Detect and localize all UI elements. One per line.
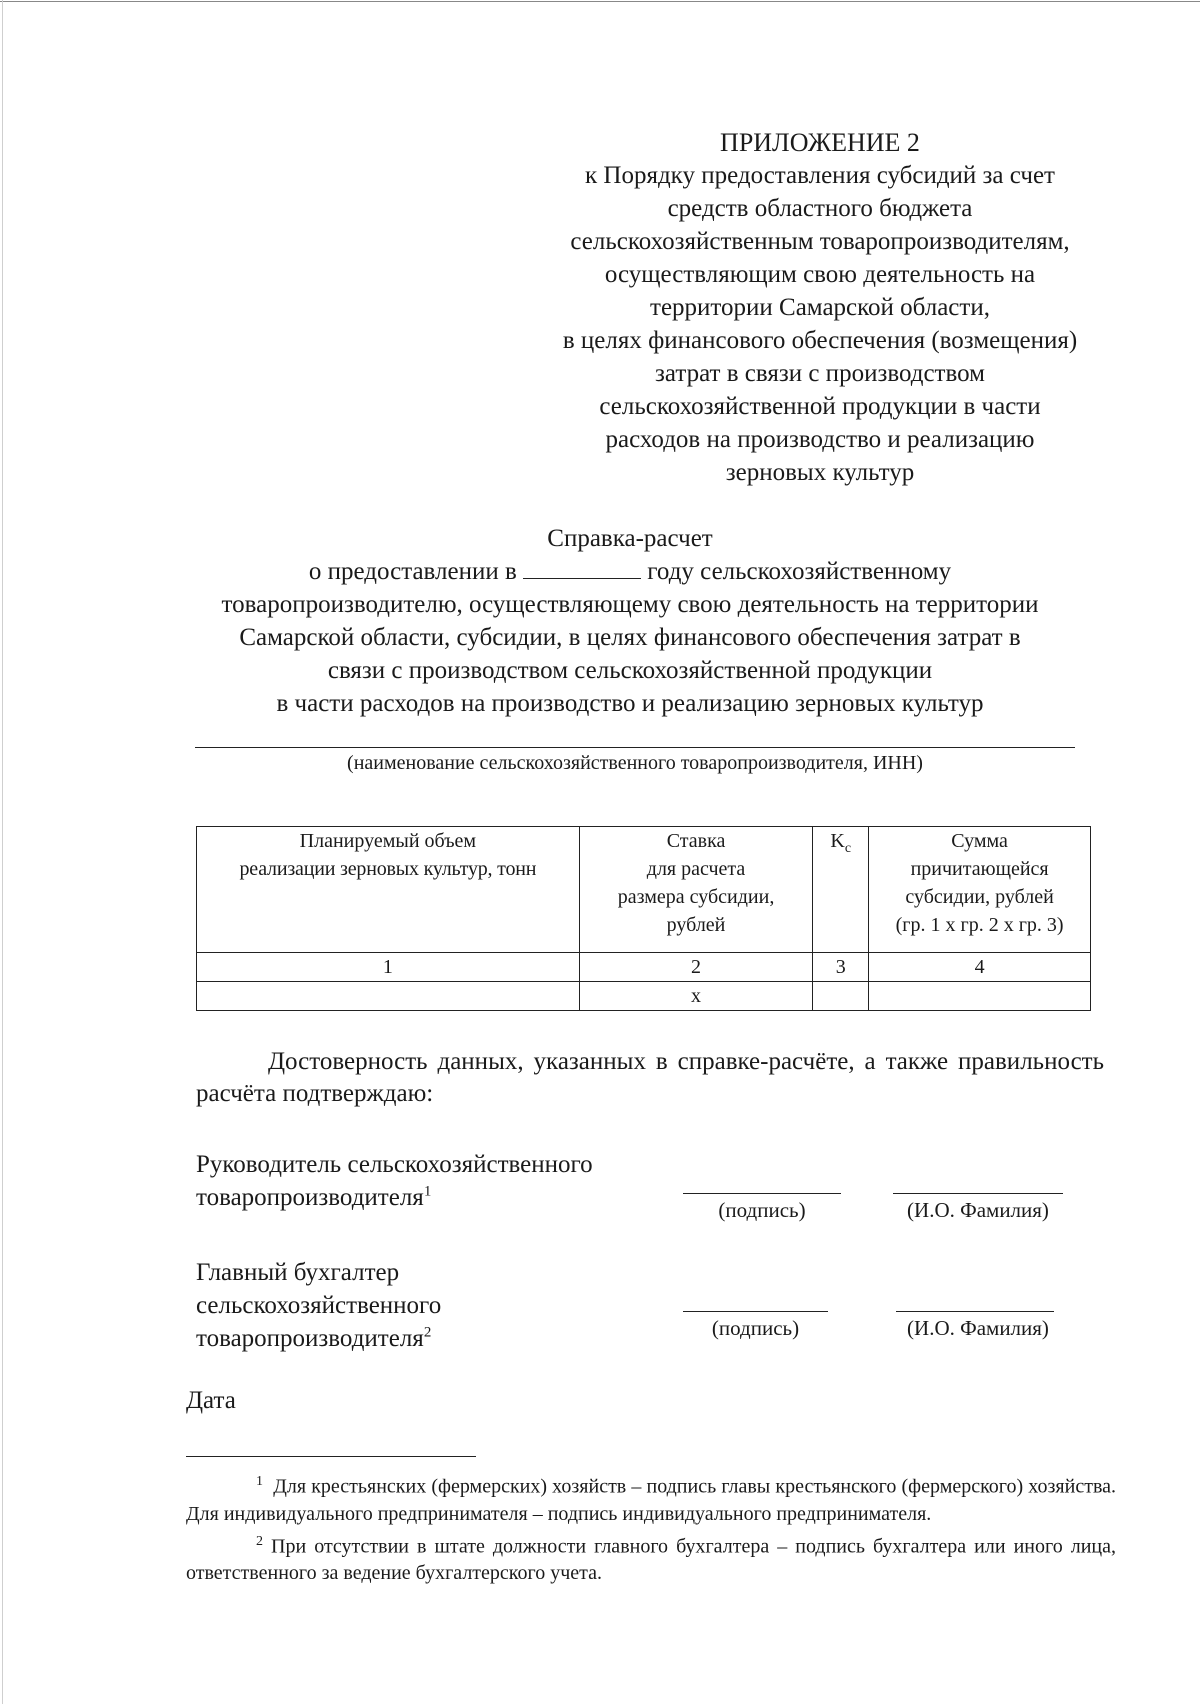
footnote-number: 1 [256,1474,263,1489]
header-coefficient: $K_c$ [813,827,869,953]
rate-value-cell: x [579,982,813,1011]
accountant-name-field[interactable] [896,1311,1054,1312]
header-rate: Ставка для расчета размера субсидии, рублей [579,827,813,953]
head-role-label: Руководитель сельскохозяйственного товаропроизводителя$^1$ [196,1151,593,1211]
amount-value-cell[interactable] [869,982,1091,1011]
form-title-line: Самарской области, субсидии, в целях финансового обеспечения затрат в [239,624,1021,651]
form-title-line: связи с производством сельскохозяйственной продукции [327,657,933,684]
form-title-block [150,522,1110,720]
footnote-divider [186,1456,476,1457]
confirmation-text: Достоверность данных, указанных в справке-расчёте, а также правильность расчёта подтверждаю: [196,1048,1104,1107]
volume-value-cell[interactable] [197,982,580,1011]
appendix-line: к Порядку предоставления субсидий за счет [585,162,1055,189]
table-row [197,982,1091,1011]
appendix-line: в целях финансового обеспечения (возмещения) [562,327,1078,354]
accountant-name-caption: (И.О. Фамилия) [907,1316,1049,1340]
head-name-field[interactable] [893,1193,1063,1194]
form-line-start: о предоставлении в [308,558,517,585]
table-number-row [197,953,1091,982]
appendix-heading [520,126,1120,489]
appendix-line: затрат в связи с производством [655,360,985,387]
accountant-signature-caption: (подпись) [711,1316,800,1340]
footnote-number: 2 [256,1533,263,1549]
footnote-mark: 1 [423,1183,432,1200]
producer-name-field[interactable] [195,747,1075,748]
header-amount: Сумма причитающейся субсидии, рублей (гр. 1 х гр. 2 х гр. 3) [869,827,1091,953]
footnote: $^1$ Для крестьянских (фермерских) хозяйств – подпись главы крестьянского (фермерского) хозяйства. Для индивидуального предпринимателя – подпись индивидуального предпринимателя. [186,1474,1117,1525]
appendix-line: сельскохозяйственным товаропроизводителям, [570,228,1070,255]
head-name-caption: (И.О. Фамилия) [907,1198,1049,1222]
scan-edge-top [0,1,1200,2]
accountant-role-label: Главный бухгалтер сельскохозяйственного товаропроизводителя$^2$ [196,1259,442,1352]
head-signature-field[interactable] [683,1193,841,1194]
appendix-title: ПРИЛОЖЕНИЕ 2 [720,128,920,157]
table-cell: 2 [579,953,813,982]
form-title: Справка-расчет [547,525,713,552]
scan-edge-left [2,0,3,1704]
form-title-line [150,555,1110,588]
head-signature-caption: (подпись) [718,1198,806,1222]
appendix-line: территории Самарской области, [650,294,990,321]
date-label: Дата [186,1387,236,1414]
table-cell: 4 [869,953,1091,982]
form-title-line: товаропроизводителю, осуществляющему свою деятельность на территории [221,591,1039,618]
accountant-signature-field[interactable] [683,1311,828,1312]
appendix-line: расходов на производство и реализацию [605,426,1035,453]
appendix-line: сельскохозяйственной продукции в части [599,393,1041,420]
table-cell: 1 [197,953,580,982]
year-blank-field[interactable] [523,556,641,579]
form-line-end: году сельскохозяйственному [647,558,952,585]
table-header-row [197,827,1091,953]
form-title-line: в части расходов на производство и реализацию зерновых культур [276,690,984,717]
coefficient-value-cell[interactable] [813,982,869,1011]
appendix-line: зерновых культур [725,459,915,486]
calculation-table [196,826,1091,1011]
header-volume: Планируемый объем реализации зерновых культур, тонн [197,827,580,953]
footnotes [186,1468,1116,1587]
footnote: $^2$ При отсутствии в штате должности главного бухгалтера – подпись бухгалтера или иного лица, ответственного за ведение бухгалтерского учета. [186,1533,1117,1585]
appendix-line: средств областного бюджета [667,195,973,222]
appendix-line: осуществляющим свою деятельность на [604,261,1036,288]
producer-name-caption: (наименование сельскохозяйственного товаропроизводителя, ИНН) [347,752,923,774]
footnote-mark: 2 [423,1324,432,1341]
table-cell: 3 [813,953,869,982]
